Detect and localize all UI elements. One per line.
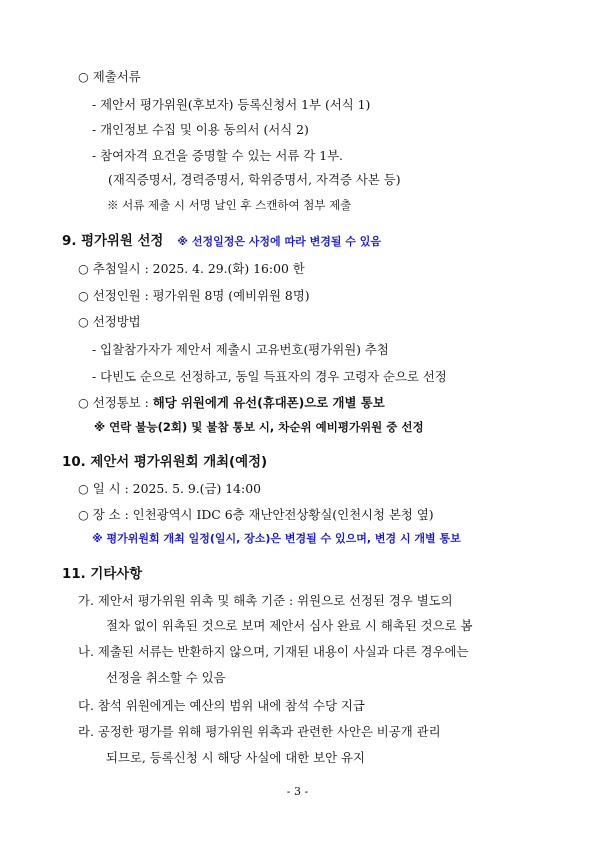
draw-date: ○ 추첨일시 : 2025. 4. 29.(화) 16:00 한: [78, 261, 305, 276]
section-9-heading-row: [62, 233, 381, 250]
page-number: - 3 -: [286, 785, 309, 798]
section-11-heading: 11. 기타사항: [62, 567, 143, 582]
method-item: - 입찰참가자가 제안서 제출시 고유번호(평가위원) 추첨: [92, 342, 389, 357]
notify-label: ○ 선정통보 :: [78, 395, 153, 410]
docs-title: ○ 제출서류: [78, 69, 141, 84]
docs-item: - 제안서 평가위원(후보자) 등록신청서 1부 (서식 1): [92, 97, 371, 112]
item-ra-cont: 되므로, 등록신청 시 해당 사실에 대한 보안 유지: [106, 750, 365, 765]
docs-item: - 참여자격 요건을 증명할 수 있는 서류 각 1부.: [92, 148, 343, 163]
section-9-heading: 9. 평가위원 선정: [62, 234, 164, 249]
meeting-date: ○ 일 시 : 2025. 5. 9.(금) 14:00: [78, 481, 261, 496]
section-10-heading: 10. 제안서 평가위원회 개최(예정): [62, 455, 268, 470]
item-ga: 가. 제안서 평가위원 위촉 및 해촉 기준 : 위원으로 선정된 경우 별도의: [78, 593, 453, 608]
item-na-cont: 선정을 취소할 수 있음: [106, 670, 226, 685]
item-ra: 라. 공정한 평가를 위해 평가위원 위촉과 관련한 사안은 비공개 관리: [78, 724, 441, 739]
selection-count: ○ 선정인원 : 평가위원 8명 (예비위원 8명): [78, 288, 310, 303]
notify-method: 해당 위원에게 유선(휴대폰)으로 개별 통보: [152, 395, 385, 410]
notify-row: [78, 395, 385, 411]
docs-note: ※ 서류 제출 시 서명 날인 후 스캔하여 첨부 제출: [107, 198, 352, 212]
docs-item-detail: (재직증명서, 경력증명서, 학위증명서, 자격증 사본 등): [108, 172, 401, 187]
docs-item: - 개인정보 수집 및 이용 동의서 (서식 2): [92, 122, 309, 137]
method-title: ○ 선정방법: [78, 314, 141, 329]
item-na: 나. 제출된 서류는 반환하지 않으며, 기재된 내용이 사실과 다른 경우에는: [78, 644, 469, 659]
meeting-note: ※ 평가위원회 개최 일정(일시, 장소)은 변경될 수 있으며, 변경 시 개별 통보: [92, 532, 461, 545]
item-da: 다. 참석 위원에게는 예산의 범위 내에 참석 수당 지급: [78, 698, 365, 713]
method-item: - 다빈도 순으로 선정하고, 동일 득표자의 경우 고령자 순으로 선정: [92, 369, 447, 384]
meeting-place: ○ 장 소 : 인천광역시 IDC 6층 재난안전상황실(인천시청 본청 옆): [78, 507, 434, 522]
notify-note: ※ 연락 불능(2회) 및 불참 통보 시, 차순위 예비평가위원 중 선정: [94, 420, 424, 434]
section-9-heading-note: ※ 선정일정은 사정에 따라 변경될 수 있음: [177, 235, 381, 248]
item-ga-cont: 절차 없이 위촉된 것으로 보며 제안서 심사 완료 시 해촉된 것으로 봄: [106, 618, 473, 633]
